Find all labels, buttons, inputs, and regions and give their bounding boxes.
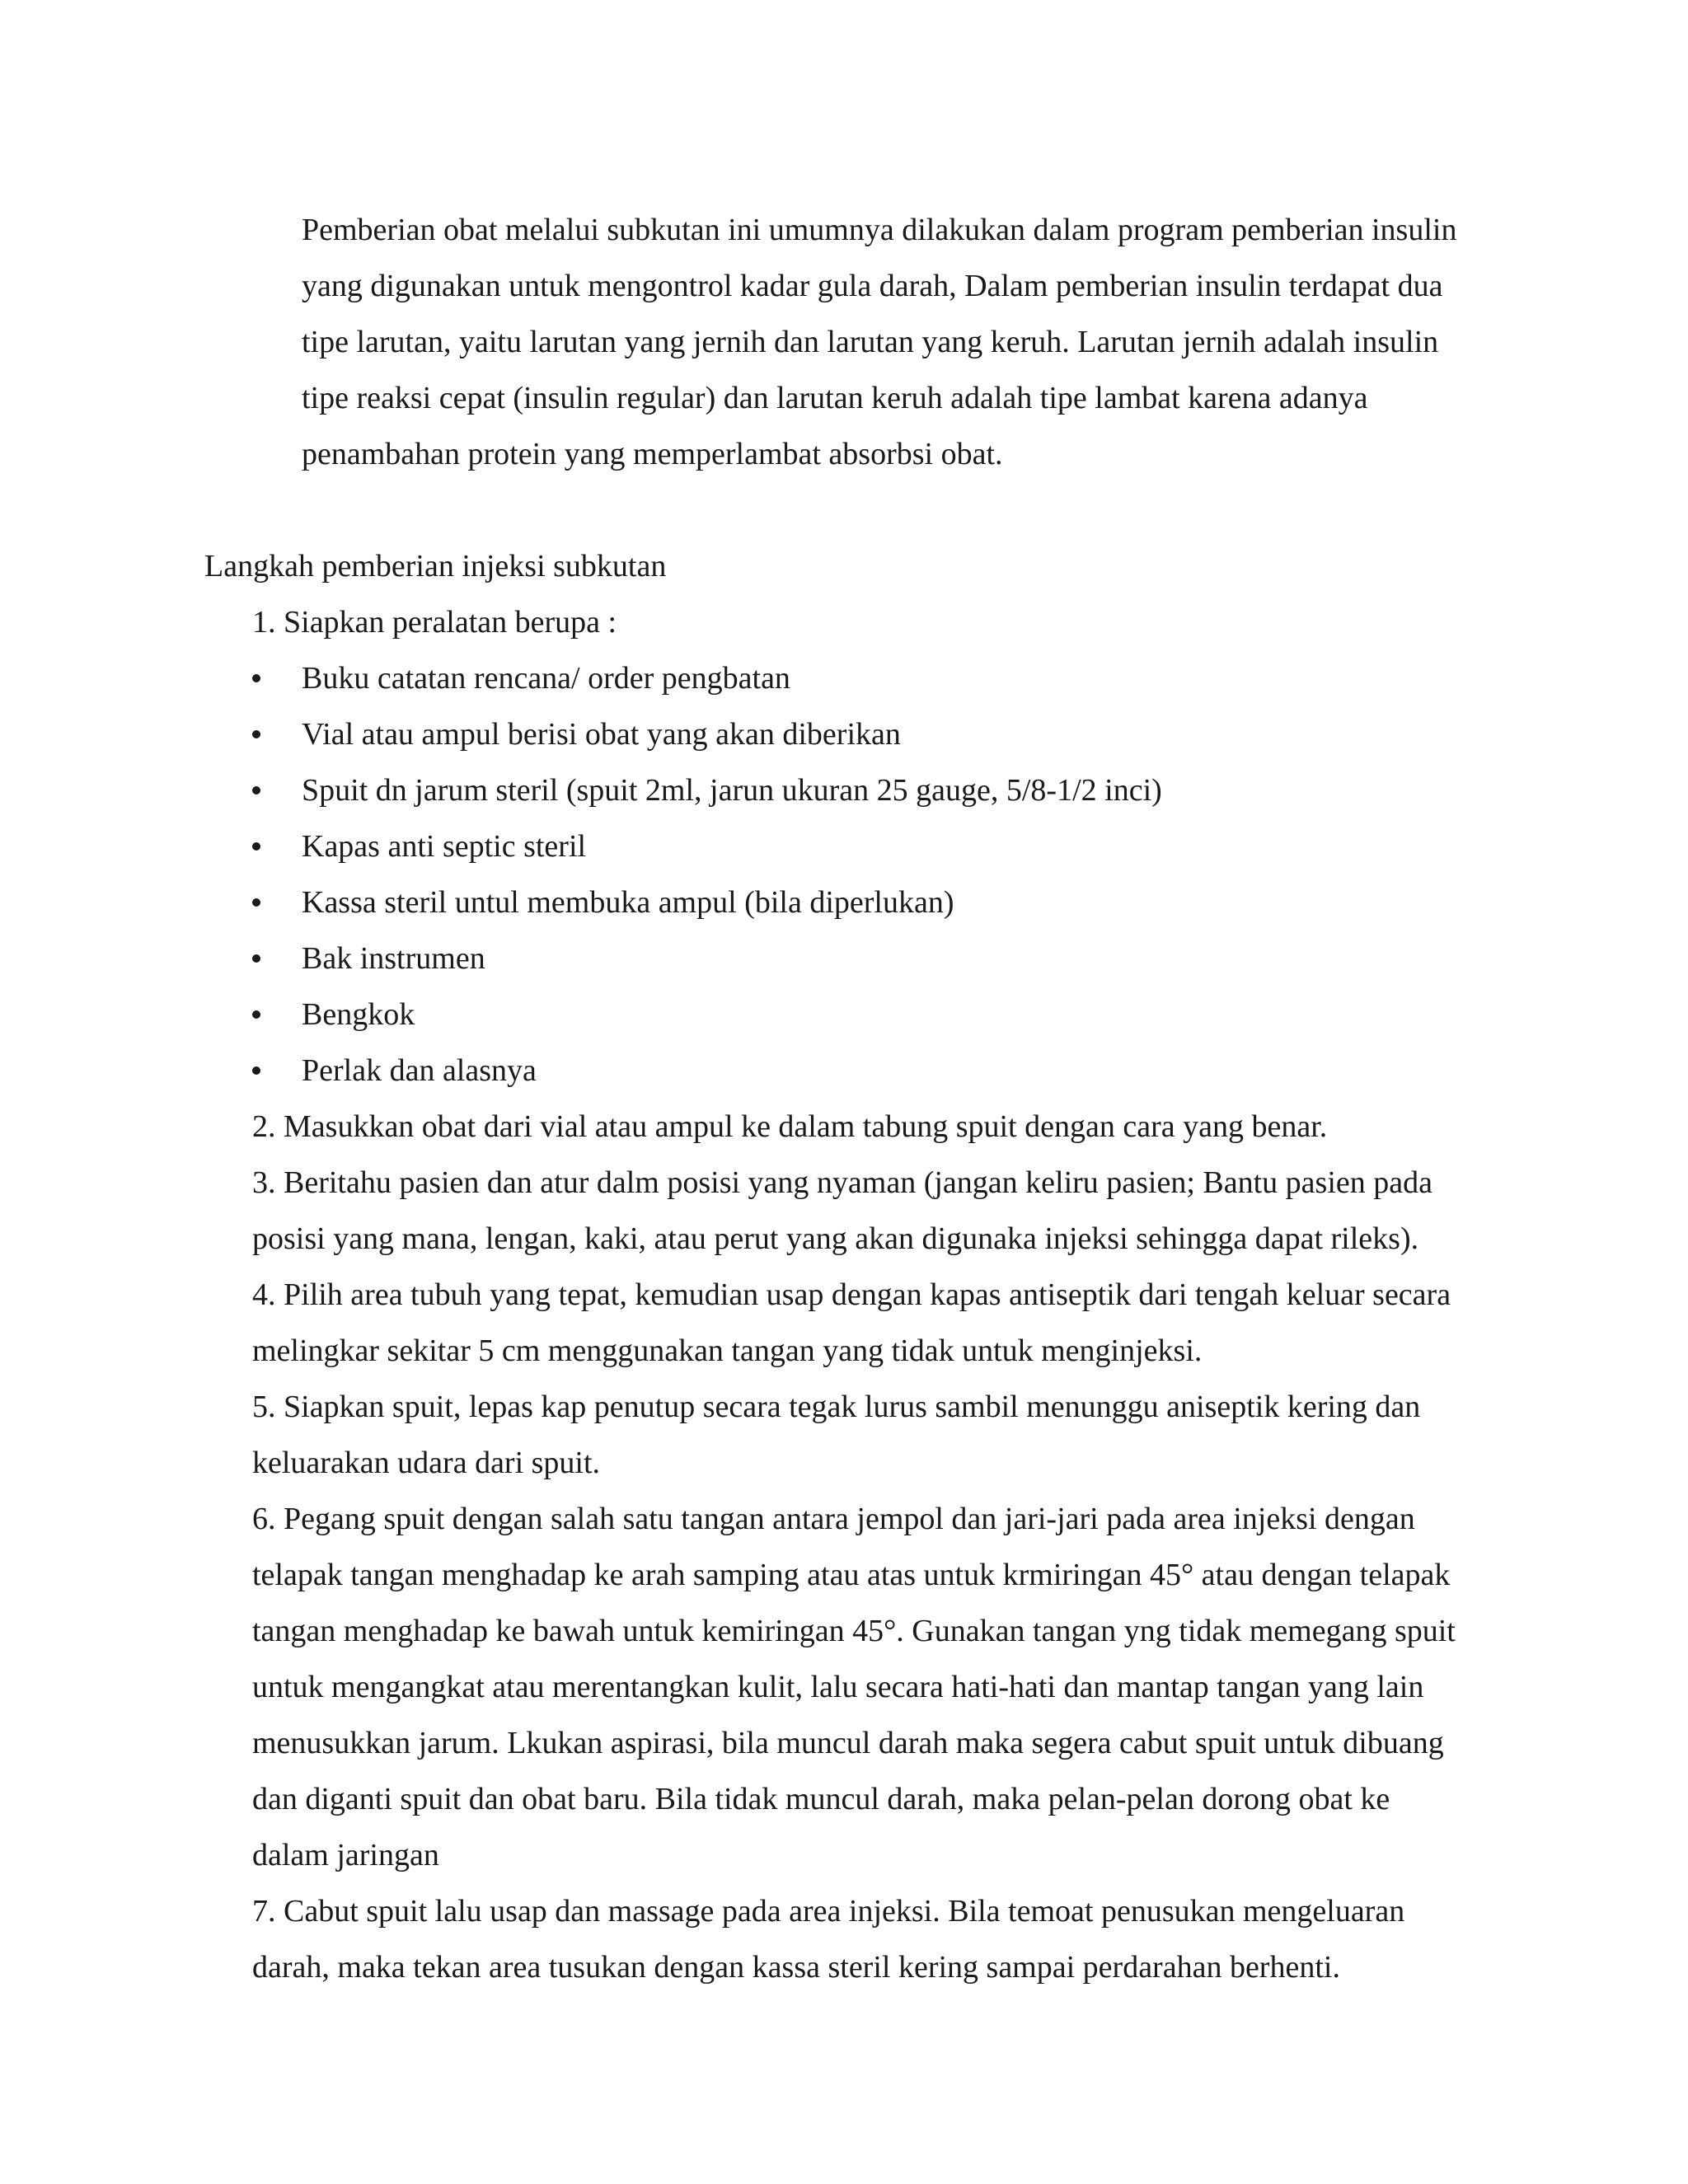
step-5-text: keluarakan udara dari spuit. (252, 1446, 601, 1480)
step-7-text: 7. Cabut spuit lalu usap dan massage pada area injeksi. Bila temoat penusukan mengeluaran (252, 1894, 1405, 1929)
intro-line: yang digunakan untuk mengontrol kadar gula darah, Dalam pemberian insulin terdapat dua (302, 269, 1443, 303)
list-item-text: Kapas anti septic steril (302, 829, 587, 864)
step-4-text: melingkar sekitar 5 cm menggunakan tangan yang tidak untuk menginjeksi. (252, 1333, 1203, 1368)
bullet-icon (252, 1010, 260, 1019)
bullet-icon (252, 898, 260, 907)
intro-line: tipe larutan, yaitu larutan yang jernih dan larutan yang keruh. Larutan jernih adalah insulin (302, 325, 1439, 359)
list-item-text: Buku catatan rencana/ order pengbatan (302, 661, 790, 696)
list-item-text: Spuit dn jarum steril (spuit 2ml, jarun ukuran 25 gauge, 5/8-1/2 inci) (302, 773, 1162, 808)
intro-line: penambahan protein yang memperlambat absorbsi obat. (302, 437, 1003, 471)
bullet-icon (252, 1066, 260, 1075)
bullet-icon (252, 786, 260, 794)
bullet-icon (252, 954, 260, 963)
list-item-text: Perlak dan alasnya (302, 1053, 537, 1088)
step-5-text: 5. Siapkan spuit, lepas kap penutup secara tegak lurus sambil menunggu aniseptik kering dan (252, 1390, 1421, 1424)
step-7-text: darah, maka tekan area tusukan dengan kassa steril kering sampai perdarahan berhenti. (252, 1950, 1340, 1985)
step-6-text: telapak tangan menghadap ke arah samping atau atas untuk krmiringan 45° atau dengan telapak (252, 1558, 1451, 1592)
step-6-text: 6. Pegang spuit dengan salah satu tangan antara jempol dan jari-jari pada area injeksi dengan (252, 1502, 1415, 1536)
step-4-text: 4. Pilih area tubuh yang tepat, kemudian usap dengan kapas antiseptik dari tengah keluar secara (252, 1277, 1451, 1312)
section-title: Langkah pemberian injeksi subkutan (204, 549, 667, 583)
step-2-text: 2. Masukkan obat dari vial atau ampul ke dalam tabung spuit dengan cara yang benar. (252, 1109, 1328, 1144)
list-item-text: Bak instrumen (302, 941, 485, 976)
bullet-icon (252, 842, 260, 851)
step-3-text: 3. Beritahu pasien dan atur dalm posisi yang nyaman (jangan keliru pasien; Bantu pasien pada (252, 1165, 1432, 1200)
intro-line: Pemberian obat melalui subkutan ini umumnya dilakukan dalam program pemberian insulin (302, 213, 1457, 247)
bullet-icon (252, 674, 260, 682)
list-item-text: Bengkok (302, 997, 415, 1032)
step-6-text: untuk mengangkat atau merentangkan kulit, lalu secara hati-hati dan mantap tangan yang lain (252, 1670, 1424, 1704)
list-item-text: Kassa steril untul membuka ampul (bila diperlukan) (302, 885, 954, 920)
step-6-text: tangan menghadap ke bawah untuk kemiringan 45°. Gunakan tangan yng tidak memegang spuit (252, 1614, 1456, 1648)
bullet-icon (252, 730, 260, 738)
step-6-text: menusukkan jarum. Lkukan aspirasi, bila muncul darah maka segera cabut spuit untuk dibuang (252, 1726, 1444, 1760)
step-6-text: dalam jaringan (252, 1838, 439, 1872)
intro-line: tipe reaksi cepat (insulin regular) dan larutan keruh adalah tipe lambat karena adanya (302, 381, 1368, 415)
step-3-text: posisi yang mana, lengan, kaki, atau perut yang akan digunaka injeksi sehingga dapat rileks). (252, 1221, 1419, 1256)
list-item-text: Vial atau ampul berisi obat yang akan diberikan (302, 717, 901, 752)
step-1-text: 1. Siapkan peralatan berupa : (252, 605, 617, 640)
step-6-text: dan diganti spuit dan obat baru. Bila tidak muncul darah, maka pelan-pelan dorong obat ke (252, 1782, 1390, 1816)
